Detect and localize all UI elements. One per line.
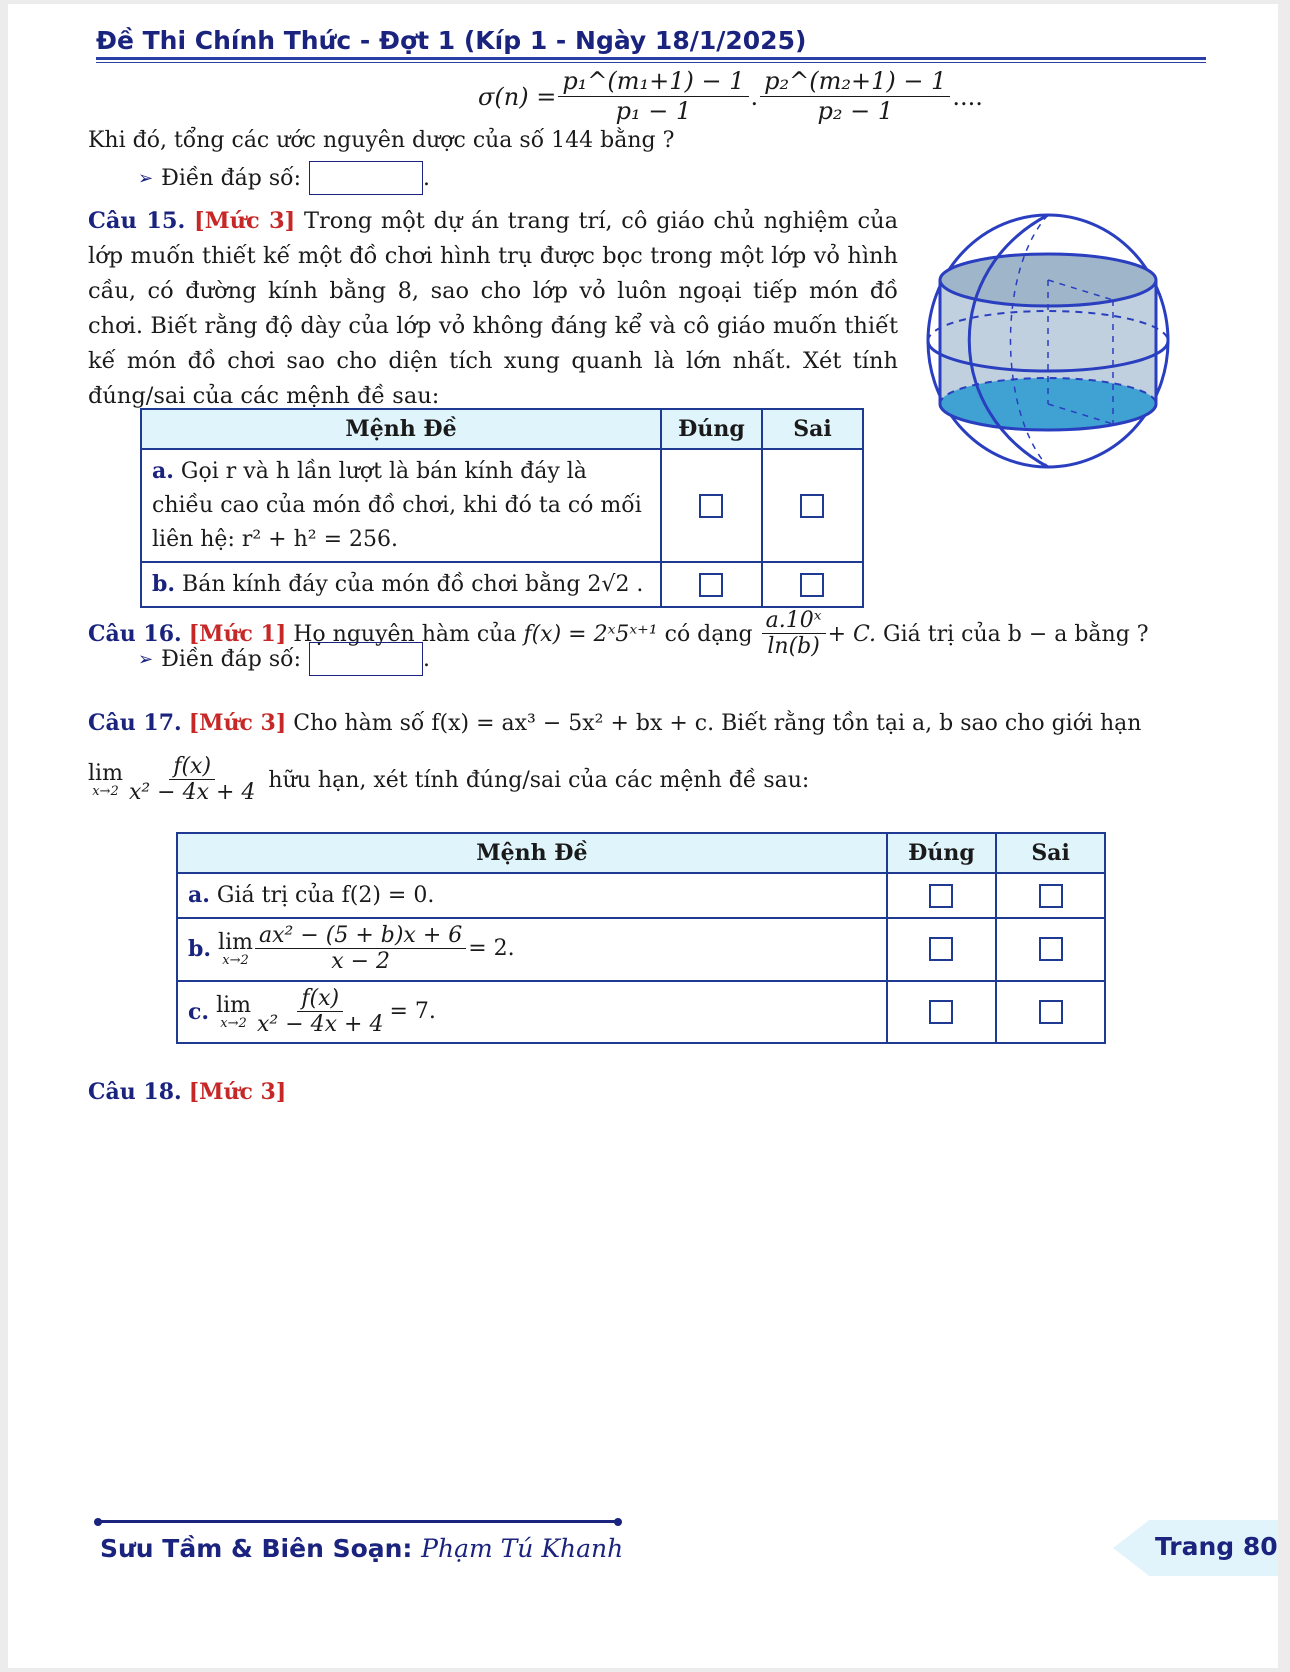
q15-header-true: Đúng xyxy=(661,409,762,449)
arrow-icon: ➢ xyxy=(138,167,154,189)
q18-label: Câu 18. xyxy=(88,1079,182,1105)
q17-a-false-checkbox[interactable] xyxy=(1039,884,1063,908)
q17-level: [Mức 3] xyxy=(188,710,287,736)
q17-header-true: Đúng xyxy=(887,833,996,873)
q15-paragraph xyxy=(88,204,898,414)
q16-answer-box[interactable] xyxy=(309,642,423,676)
q15-b-false-checkbox[interactable] xyxy=(800,573,824,597)
q17-c-true-checkbox[interactable] xyxy=(929,1000,953,1024)
table-row: a. Gọi r và h lần lượt là bán kính đáy là chiều cao của món đồ chơi, khi đó ta có mối liên hệ: r² + h² = 256. xyxy=(141,449,863,562)
q17-a-true-checkbox[interactable] xyxy=(929,884,953,908)
q17-b-false-checkbox[interactable] xyxy=(1039,937,1063,961)
q15-header-statement: Mệnh Đề xyxy=(141,409,661,449)
header-rule-thin xyxy=(96,62,1206,63)
q17-limit-fraction: $\frac{f(x)}{\text{x² − 4x + 4}}$ xyxy=(128,754,256,806)
q15-label: Câu 15. xyxy=(88,208,186,234)
arrow-icon: ➢ xyxy=(138,648,154,670)
q16-line: Câu 16. [Mức 1] Họ nguyên hàm của f(x) = 2ˣ5ˣ⁺¹ có dạng $\frac{\text{a.10ˣ}}{\ln(b)}$ + C. Giá trị của b − a bằng ? xyxy=(88,608,1149,660)
footer-author: Phạm Tú Khanh xyxy=(421,1534,624,1563)
q15-b-true-checkbox[interactable] xyxy=(699,573,723,597)
q16-function: f(x) = 2ˣ5ˣ⁺¹ xyxy=(523,621,658,647)
q17-header-false: Sai xyxy=(996,833,1105,873)
q17-header-statement: Mệnh Đề xyxy=(177,833,887,873)
q17-limit: lim x→2 xyxy=(88,760,123,799)
q18-level: [Mức 3] xyxy=(188,1079,287,1105)
q16-answer-row: ➢ Điền đáp số: . xyxy=(138,642,430,676)
footer-dot-left xyxy=(94,1518,102,1526)
q17-table xyxy=(176,832,1106,1044)
q16-label: Câu 16. xyxy=(88,620,182,647)
footer-dot-right xyxy=(614,1518,622,1526)
page-header: Đề Thi Chính Thức - Đợt 1 (Kíp 1 - Ngày 18/1/2025) xyxy=(96,26,807,55)
q16-answer-label: Điền đáp số: xyxy=(161,646,302,672)
q17-c-false-checkbox[interactable] xyxy=(1039,1000,1063,1024)
q17-b-fraction: $\frac{\text{ax² − (5 + b)x + 6}}{x - 2}$ xyxy=(255,923,466,976)
q14-answer-row: ➢ Điền đáp số: . xyxy=(138,161,430,195)
q15-table xyxy=(140,408,864,608)
q17-label: Câu 17. xyxy=(88,710,182,736)
q14-answer-label: Điền đáp số: xyxy=(161,165,302,191)
q15-a-true-checkbox[interactable] xyxy=(699,494,723,518)
q17-text: Cho hàm số f(x) = ax³ − 5x² + bx + c. Biết rằng tồn tại a, b sao cho giới hạn xyxy=(293,711,1142,736)
q15-statement-b: Bán kính đáy của món đồ chơi bằng 2√2 . xyxy=(182,572,644,597)
table-row: b. lim x→2 $\frac{\text{ax² − (5 + b)x + 6}}{x - 2}$ = 2. xyxy=(177,918,1105,981)
q18-line xyxy=(88,1076,286,1109)
q17-line2: lim x→2 $\frac{f(x)}{\text{x² − 4x + 4}}$ hữu hạn, xét tính đúng/sai của các mệnh đề sau: xyxy=(88,754,810,806)
sigma-lhs: σ(n) = xyxy=(478,82,557,111)
q14-text: Khi đó, tổng các ước nguyên dược của số 144 bằng ? xyxy=(88,128,675,153)
q16-level: [Mức 1] xyxy=(188,620,287,647)
table-row: c. lim x→2 $\frac{f(x)}{\text{x² − 4x + 4}}$ = 7. xyxy=(177,981,1105,1044)
q15-level: [Mức 3] xyxy=(194,208,296,234)
table-row: a. Giá trị của f(2) = 0. xyxy=(177,873,1105,918)
sphere-cylinder-figure xyxy=(923,210,1173,472)
header-rule xyxy=(96,57,1206,60)
page-number: Trang 80 xyxy=(1155,1532,1278,1561)
document-page xyxy=(8,4,1278,1668)
sigma-frac-1: $\frac{\text{p₁\textasciicircum{}(m₁+1) − 1}}{\text{p₁ − 1}}$ xyxy=(558,68,748,125)
q17-c-fraction: $\frac{f(x)}{\text{x² − 4x + 4}}$ xyxy=(257,985,384,1037)
q15-statement-a: Gọi r và h lần lượt là bán kính đáy là chiều cao của món đồ chơi, khi đó ta có mối liên hệ: r² + h² = 256. xyxy=(152,459,642,552)
sigma-tail: .... xyxy=(952,82,983,111)
q14-answer-box[interactable] xyxy=(309,161,423,195)
footer-rule xyxy=(98,1520,618,1523)
q15-header-false: Sai xyxy=(762,409,863,449)
q15-a-false-checkbox[interactable] xyxy=(800,494,824,518)
q17-statement-a: Giá trị của f(2) = 0. xyxy=(216,883,435,908)
table-row: b. Bán kính đáy của món đồ chơi bằng 2√2 . xyxy=(141,562,863,607)
sigma-formula: σ(n) = $\frac{\text{p₁\textasciicircum{}(m₁+1) − 1}}{\text{p₁ − 1}}$ . $\frac{\text{p₂\textasciicircum{}(m₂+1) − 1}}{\text{p₂ − 1}}$ .... xyxy=(478,67,983,125)
page-number-badge xyxy=(1113,1520,1278,1576)
footer-credit: Sưu Tầm & Biên Soạn: Phạm Tú Khanh xyxy=(100,1534,624,1563)
q17-line1 xyxy=(88,707,1141,740)
sigma-frac-2: $\frac{\text{p₂\textasciicircum{}(m₂+1) − 1}}{\text{p₂ − 1}}$ xyxy=(760,68,950,125)
q17-b-true-checkbox[interactable] xyxy=(929,937,953,961)
q16-fraction: $\frac{\text{a.10ˣ}}{\ln(b)}$ xyxy=(762,608,826,661)
q15-text: Trong một dự án trang trí, cô giáo chủ nghiệm của lớp muốn thiết kế một đồ chơi hình trụ được bọc trong một lớp vỏ hình cầu, có đường kính bằng 8, sao cho lớp vỏ luôn ngoại tiếp món đồ chơi. Biết rằng độ dày của lớp vỏ không đáng kể và cô giáo muốn thiết kế món đồ chơi sao cho diện tích xung quanh là lớn nhất. Xét tính đúng/sai của các mệnh đề sau: xyxy=(88,208,899,409)
